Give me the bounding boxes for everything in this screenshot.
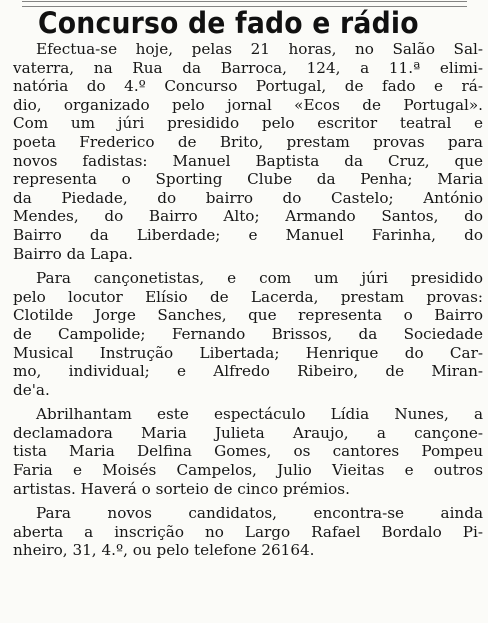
article-body (13, 40, 483, 566)
text-line: representa o Sporting Clube da Penha; Maria (13, 170, 483, 189)
text-line: artistas. Haverá o sorteio de cinco prémios. (13, 479, 350, 498)
headline: Concurso de fado e rádio (37, 6, 419, 40)
text-line: mo, individual; e Alfredo Ribeiro, de Miran- (13, 362, 483, 381)
text-line: Faria e Moisés Campelos, Julio Vieitas e outros (13, 461, 483, 480)
text-line: natória do 4.º Concurso Portugal, de fado e rá- (13, 77, 483, 96)
text-line: declamadora Maria Julieta Araujo, a cançone- (13, 423, 483, 442)
text-line: pelo locutor Elísio de Lacerda, prestam provas: (13, 287, 483, 306)
text-line: nheiro, 31, 4.º, ou pelo telefone 26164. (13, 541, 315, 560)
text-line: Mendes, do Bairro Alto; Armando Santos, do (13, 207, 483, 226)
text-line: da Piedade, do bairro do Castelo; António (13, 188, 483, 207)
text-line: Abrilhantam este espectáculo Lídia Nunes, a (36, 405, 483, 424)
text-line: vaterra, na Rua da Barroca, 124, a 11.ª elimi- (13, 58, 483, 77)
text-line: de Campolide; Fernando Brissos, da Sociedade (13, 324, 483, 343)
text-line: Clotilde Jorge Sanches, que representa o Bairro (13, 306, 483, 325)
text-line: poeta Frederico de Brito, prestam provas para (13, 132, 483, 151)
paragraph-3 (13, 405, 483, 498)
paragraph-4 (13, 504, 483, 560)
text-line: Com um júri presidido pelo escritor teatral e (13, 114, 483, 133)
text-line: tista Maria Delfina Gomes, os cantores Pompeu (13, 442, 483, 461)
paragraph-1 (13, 40, 483, 263)
paragraph-2 (13, 269, 483, 399)
text-line: Bairro da Lapa. (13, 244, 133, 263)
text-line: Efectua-se hoje, pelas 21 horas, no Salão Sal- (36, 40, 483, 58)
text-line: de'a. (13, 380, 50, 399)
text-line: Bairro da Liberdade; e Manuel Farinha, do (13, 225, 483, 244)
text-line: Para novos candidatos, encontra-se ainda (36, 504, 483, 523)
text-line: aberta a inscrição no Largo Rafael Bordalo Pi- (13, 522, 483, 541)
text-line: dio, organizado pelo jornal «Ecos de Portugal». (13, 95, 483, 114)
text-line: Musical Instrução Libertada; Henrique do Car- (13, 343, 483, 362)
text-line: novos fadistas: Manuel Baptista da Cruz, que (13, 151, 483, 170)
text-line: Para cançonetistas, e com um júri presidido (36, 269, 483, 288)
